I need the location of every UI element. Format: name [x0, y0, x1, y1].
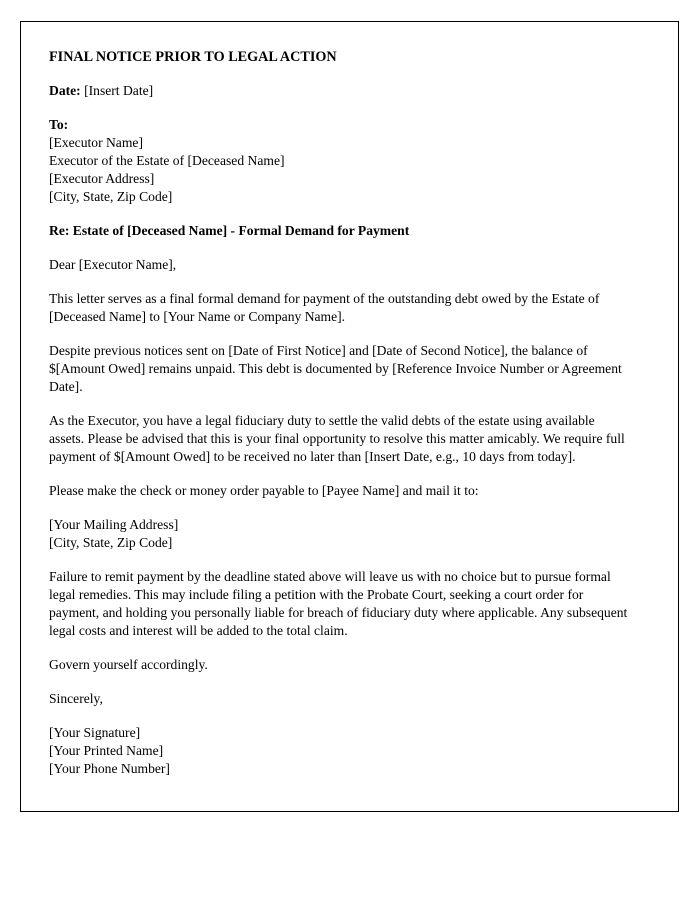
subject-line: Re: Estate of [Deceased Name] - Formal Demand for Payment [49, 223, 410, 238]
recipient-line: [Executor Name] [49, 135, 143, 150]
date-line [49, 82, 632, 100]
recipient-block [49, 116, 632, 206]
signature-block [49, 724, 632, 778]
closing-salutation: Sincerely, [49, 691, 103, 706]
mailing-address-line: [City, State, Zip Code] [49, 535, 173, 550]
date-value: [Insert Date] [84, 83, 154, 98]
signature-line: [Your Phone Number] [49, 761, 170, 776]
letter-document [20, 21, 679, 812]
date-label: Date: [49, 83, 81, 98]
body-paragraph: Failure to remit payment by the deadline stated above will leave us with no choice but to pursue formal legal remedies. This may include filing a petition with the Probate Court, seeking a court order for payment, and holding you personally liable for breach of fiduciary duty where applicable. Any subsequent legal costs and interest will be added to the total claim. [49, 569, 628, 638]
letter-title: FINAL NOTICE PRIOR TO LEGAL ACTION [49, 49, 337, 65]
body-paragraph: As the Executor, you have a legal fiduciary duty to settle the valid debts of the estate using available assets. Please be advised that this is your final opportunity to resolve this matter amicably. We require full payment of $[Amount Owed] to be received no later than [Insert Date, e.g., 10 days from today]. [49, 413, 625, 464]
body-paragraph: This letter serves as a final formal demand for payment of the outstanding debt owed by the Estate of [Deceased Name] to [Your Name or Company Name]. [49, 291, 600, 324]
signature-line: [Your Printed Name] [49, 743, 164, 758]
recipient-line: [Executor Address] [49, 171, 155, 186]
to-label: To: [49, 117, 69, 132]
body-paragraph: Despite previous notices sent on [Date of First Notice] and [Date of Second Notice], the balance of $[Amount Owed] remains unpaid. This debt is documented by [Reference Invoice Number or Agreement Date]. [49, 343, 622, 394]
body-paragraph: Please make the check or money order payable to [Payee Name] and mail it to: [49, 483, 479, 498]
recipient-line: Executor of the Estate of [Deceased Name] [49, 153, 285, 168]
recipient-line: [City, State, Zip Code] [49, 189, 173, 204]
signature-line: [Your Signature] [49, 725, 141, 740]
salutation: Dear [Executor Name], [49, 257, 177, 272]
body-paragraph: Govern yourself accordingly. [49, 657, 208, 672]
mailing-address-line: [Your Mailing Address] [49, 517, 179, 532]
mailing-address-block [49, 516, 632, 552]
